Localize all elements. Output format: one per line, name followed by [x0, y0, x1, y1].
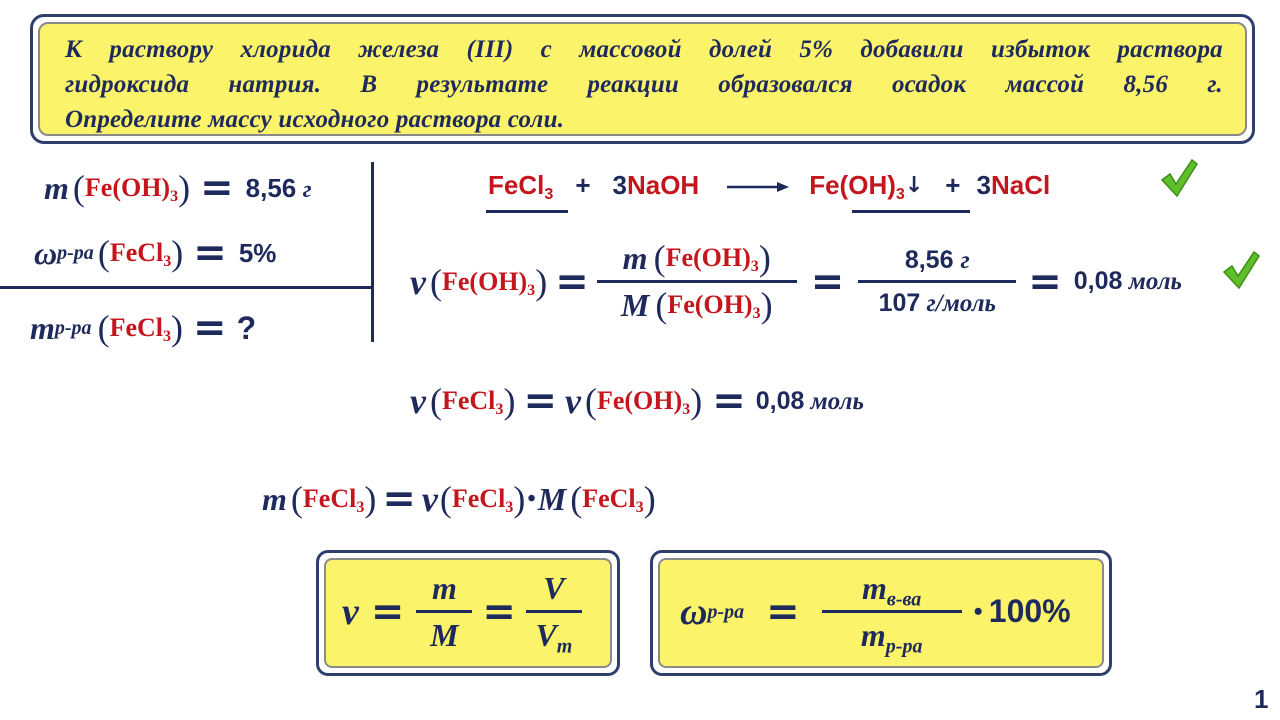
formula-box-omega: ω р-ра = $\frac{m_{в-ва}}{m_{р-ра}}$ • 100% — [650, 550, 1112, 676]
reaction-naoh: NaOH — [626, 170, 700, 200]
checkmark-icon — [1222, 250, 1260, 290]
given-omega-compound: FeCl$_3$ — [109, 238, 172, 271]
reaction-feoh3: $Fe(OH)_3$ — [809, 170, 905, 204]
underline-fecl3 — [486, 210, 568, 213]
given-omega-value: 5% — [238, 237, 277, 268]
given-divider-vertical — [371, 162, 374, 342]
given-find: m р-ра ( FeCl$_3$ ) = ? — [30, 305, 257, 351]
problem-word: железа — [358, 36, 440, 63]
problem-word: добавили — [860, 36, 964, 63]
problem-word: (III) — [466, 36, 514, 63]
problem-word: результате — [416, 71, 549, 98]
problem-word: избыток — [990, 36, 1091, 63]
problem-word: натрия. — [228, 71, 322, 98]
given-find-compound: FeCl$_3$ — [109, 313, 172, 346]
problem-box — [30, 14, 1255, 144]
underline-feoh3 — [852, 210, 970, 213]
checkmark-icon — [1160, 158, 1198, 198]
problem-word: К — [65, 36, 83, 63]
precipitate-arrow: ↓ — [904, 173, 924, 198]
problem-word: 8,56 — [1123, 71, 1169, 98]
problem-word: массовой — [579, 36, 682, 63]
problem-line-3: Определите массу исходного раствора соли. — [65, 106, 565, 133]
calc-moles-result: 0,08 моль — [1073, 267, 1182, 295]
reaction-arrow — [727, 170, 789, 201]
problem-word: В — [360, 71, 378, 98]
problem-word: 5% — [799, 36, 834, 63]
formula-box-moles: ν = $\frac{m}{M}$ = $\frac{V}{V_m}$ — [316, 550, 620, 676]
calc2-result: 0,08 моль — [755, 386, 864, 415]
slide-number: 1 — [1254, 684, 1269, 714]
calc-mass-fecl3: m ( FeCl$_3$ ) = ν ( FeCl$_3$ ) • M ( FeCl$_3$ ) — [262, 476, 656, 522]
problem-line-1 — [65, 32, 1223, 67]
problem-word: раствора — [1117, 36, 1223, 63]
fraction-values: $\frac{8,56 г}{\text{107 г/моль}}$ — [858, 240, 1016, 323]
given-omega: ω р-ра ( FeCl$_3$ ) = 5% — [34, 230, 277, 276]
problem-word: долей — [709, 36, 773, 63]
problem-word: гидроксида — [65, 71, 190, 98]
reaction-fecl3: FeCl$_3$ — [488, 170, 554, 204]
given-question-mark: ? — [236, 309, 257, 346]
calc-moles-equal: ν ( FeCl$_3$ ) = ν ( $Fe(OH)_3$ ) = 0,08 моль — [410, 378, 864, 424]
problem-word: осадок — [891, 71, 967, 98]
problem-word: г. — [1207, 71, 1223, 98]
problem-text — [38, 22, 1247, 136]
reaction-nacl: NaCl — [990, 170, 1051, 200]
given-divider-horizontal — [0, 286, 372, 289]
calc-moles-feoh3: ν ( $Fe(OH)_3$ ) = m ( $Fe(OH)_3$ ) M ( $Fe(OH)_3$ ) = $\frac{8,56 г}{\text{107 г/моль}}$ = 0,08 моль — [410, 238, 1182, 325]
problem-word: массой — [1005, 71, 1085, 98]
reaction-equation: FeCl$_3$ + 3 NaOH $Fe(OH)_3$ ↓ + 3 NaCl — [488, 170, 1051, 204]
problem-word: реакции — [587, 71, 680, 98]
given-mass-value: 8,56 г — [245, 172, 312, 203]
problem-line-2 — [65, 67, 1223, 102]
given-mass: m ( $Fe(OH)_3$ ) = 8,56 г — [44, 165, 312, 211]
problem-word: раствору — [109, 36, 214, 63]
problem-word: хлорида — [240, 36, 331, 63]
fraction-m-over-M: m ( $Fe(OH)_3$ ) M ( $Fe(OH)_3$ ) — [597, 236, 797, 327]
problem-word: образовался — [718, 71, 853, 98]
given-mass-compound: $Fe(OH)_3$ — [84, 173, 179, 206]
problem-word: с — [540, 36, 552, 63]
